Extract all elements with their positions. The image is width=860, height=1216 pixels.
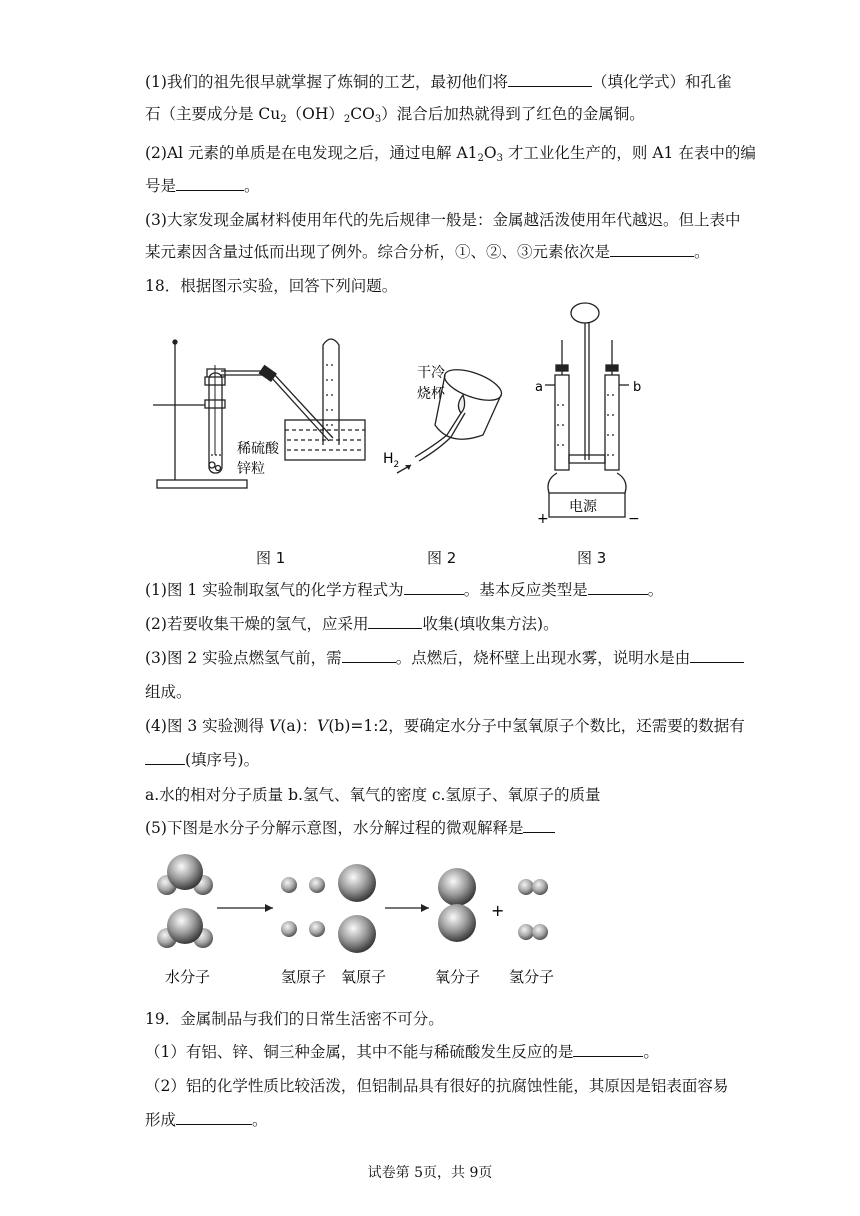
answer-blank[interactable]: [508, 72, 592, 87]
fig2-h2-label: $H_2$: [383, 451, 400, 470]
volume-symbol: V: [317, 717, 329, 735]
fig1-caption: 图 1: [256, 549, 286, 567]
q18-text: (1)图 1 实验制取氢气的化学方程式为: [145, 581, 404, 599]
answer-blank[interactable]: [404, 580, 464, 595]
q19-text: 形成: [145, 1111, 177, 1129]
q18-title: 18．根据图示实验，回答下列问题。: [145, 277, 398, 295]
answer-blank[interactable]: [176, 176, 244, 191]
q17-line-3: [145, 143, 756, 169]
q17-text: （填化学式）和孔雀: [591, 73, 732, 91]
q17-text: (1)我们的祖先很早就掌握了炼铜的工艺，最初他们将: [145, 73, 508, 91]
volume-symbol: V: [269, 717, 281, 735]
q17-text: 石（主要成分是 Cu: [145, 105, 281, 123]
label-hydrogen-molecule: 氢分子: [509, 968, 555, 986]
q18-text: (a)：: [280, 717, 318, 735]
q18-sub-3-cont: 组成。: [145, 683, 192, 701]
fig2-caption: 图 2: [427, 549, 457, 567]
answer-blank[interactable]: [176, 1110, 252, 1125]
q18-sub-4: [145, 716, 745, 736]
fig3-caption: 图 3: [577, 549, 607, 567]
subscript: 2: [343, 114, 351, 125]
q17-text: (2)Al 元素的单质是在电发现之后，通过电解 A1: [145, 144, 478, 162]
subscript: 3: [374, 114, 382, 125]
q18-text: 。基本反应类型是: [463, 581, 588, 599]
page-footer: 试卷第 5页，共 9页: [367, 1165, 493, 1181]
q19-text: （2）铝的化学性质比较活泼，但铝制品具有很好的抗腐蚀性能，其原因是铝表面容易: [145, 1077, 729, 1095]
answer-blank[interactable]: [573, 1042, 643, 1057]
label-oxygen-atom: 氧原子: [341, 968, 387, 986]
q18-sub-5: [145, 818, 555, 838]
q18-options: a.水的相对分子质量 b.氢气、氧气的密度 c.氢原子、氧原子的质量: [145, 786, 601, 804]
subscript: 2: [477, 153, 484, 164]
q17-text: 。: [244, 177, 260, 195]
answer-blank[interactable]: [342, 648, 396, 663]
label-water-molecule: 水分子: [165, 968, 211, 986]
reaction-arrow-2: [385, 904, 429, 912]
q17-line-6: [145, 242, 710, 262]
q17-line-5: [145, 210, 740, 230]
q17-text: 才工业化生产的，则 A1 在表中的编: [503, 144, 756, 162]
water-decomposition-diagram: [145, 850, 575, 995]
q18-text: 。: [647, 581, 664, 599]
q18-sub-3: [145, 648, 744, 668]
q19-sub-1: [145, 1042, 659, 1062]
q18-text: (4)图 3 实验测得: [145, 717, 270, 735]
reaction-arrow-1: [217, 904, 273, 912]
fig3-label-b: b: [633, 380, 642, 395]
figure-3-apparatus: [545, 303, 629, 517]
q18-sub-1: [145, 580, 663, 600]
q19-title: 19．金属制品与我们的日常生活密不可分。: [145, 1010, 444, 1028]
answer-blank[interactable]: [690, 648, 744, 663]
q19-sub-2: [145, 1076, 728, 1096]
q17-text: ）混合后加热就得到了红色的金属铜。: [381, 105, 645, 123]
q18-text: (b)=1:2，要确定水分子中氢氧原子个数比，还需要的数据有: [328, 717, 745, 735]
fig3-plus-sign: +: [537, 511, 549, 527]
free-atoms: [281, 864, 376, 953]
q18-text: (3)图 2 实验点燃氢气前，需: [145, 649, 342, 667]
fig3-minus-sign: −: [628, 511, 640, 527]
q17-text: CO: [350, 105, 375, 123]
fig1-zinc-label: 锌粒: [237, 461, 265, 477]
q18-text: 。点燃后，烧杯壁上出现水雾，说明水是由: [395, 649, 691, 667]
q18-text: (2)若要收集干燥的氢气，应采用: [145, 615, 369, 633]
q17-text: 。: [694, 243, 710, 261]
q18-text: (填序号)。: [185, 751, 260, 769]
subscript: 3: [496, 153, 503, 164]
q17-text: （OH）: [286, 105, 344, 123]
label-oxygen-molecule: 氧分子: [435, 968, 481, 986]
fig2-beaker-label-1: 干冷: [417, 365, 445, 381]
q19-text: （1）有铝、锌、铜三种金属，其中不能与稀硫酸发生反应的是: [145, 1043, 574, 1061]
q18-text: (5)下图是水分子分解示意图，水分解过程的微观解释是: [145, 819, 524, 837]
q17-text: O: [483, 144, 497, 162]
q17-text: 某元素因含量过低而出现了例外。综合分析，①、②、③元素依次是: [145, 243, 611, 261]
water-molecules: [157, 854, 213, 948]
fig1-acid-label: 稀硫酸: [237, 441, 279, 457]
q17-line-1: [145, 72, 731, 92]
q18-sub-2: [145, 614, 559, 634]
q19-text: 。: [643, 1043, 659, 1061]
fig2-beaker-label-2: 烧杯: [417, 386, 445, 402]
answer-blank[interactable]: [610, 242, 694, 257]
subscript: 2: [280, 114, 287, 125]
q17-text: 号是: [145, 177, 177, 195]
q17-line-2: [145, 104, 645, 130]
fig3-label-a: a: [535, 380, 543, 395]
q18-text: 收集(填收集方法)。: [422, 615, 559, 633]
answer-blank[interactable]: [523, 818, 555, 833]
fig3-power-label: 电源: [569, 499, 597, 515]
q17-line-4: [145, 176, 260, 196]
label-hydrogen-atom: 氢原子: [281, 968, 327, 986]
q18-sub-4-cont: [145, 750, 259, 770]
answer-blank[interactable]: [588, 580, 648, 595]
plus-sign: +: [491, 901, 505, 920]
q19-sub-2-cont: [145, 1110, 268, 1130]
answer-blank[interactable]: [368, 614, 422, 629]
q19-text: 。: [252, 1111, 268, 1129]
q18-figures: [145, 295, 665, 550]
answer-blank[interactable]: [145, 750, 185, 765]
q17-text: (3)大家发现金属材料使用年代的先后规律一般是：金属越活泼使用年代越迟。但上表中: [145, 211, 741, 229]
